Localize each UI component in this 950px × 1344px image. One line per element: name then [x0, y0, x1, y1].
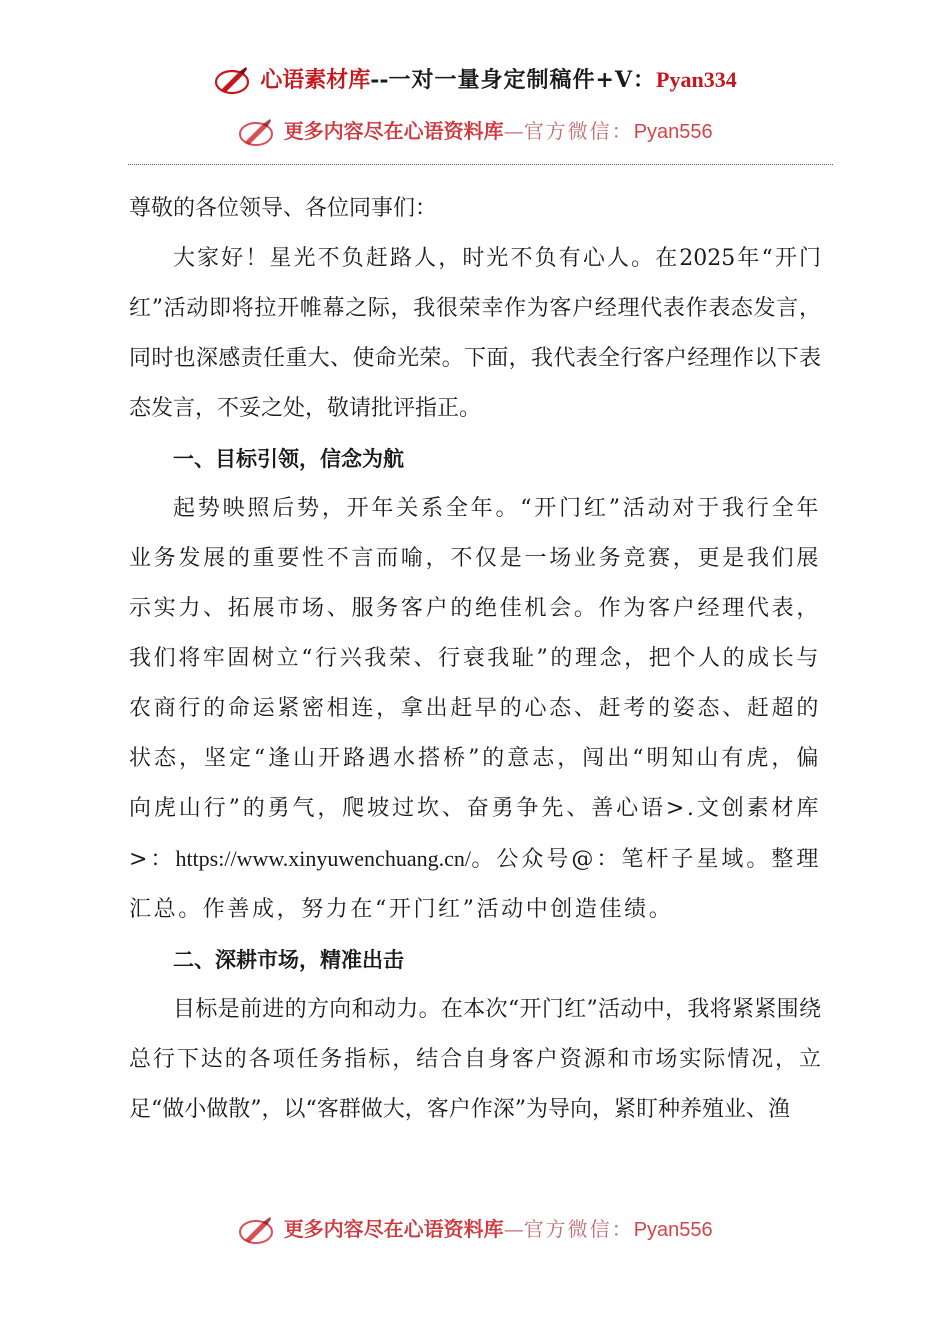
header-wechat-id: Pyan334 — [656, 67, 737, 92]
website-link[interactable]: https://www.xinyuwenchuang.cn/ — [175, 846, 471, 871]
pen-logo-icon — [237, 118, 275, 148]
brand-name: 心语素材库 — [260, 67, 371, 93]
header-dash: -- — [370, 67, 389, 93]
pen-logo-icon — [213, 66, 251, 96]
promo-text: 更多内容尽在心语资料库 — [283, 119, 504, 143]
header-slogan: 一对一量身定制稿件+V： — [388, 67, 657, 93]
promo-separator: — — [503, 1217, 524, 1241]
promo-banner-top — [0, 114, 950, 149]
pen-logo-icon — [237, 1216, 275, 1246]
salutation: 尊敬的各位领导、各位同事们： — [129, 196, 438, 221]
section-2-paragraph: 目标是前进的方向和动力。在本次“开门红”活动中，我将紧紧围绕总行下达的各项任务指标，结合自身客户资源和市场实际情况，立足“做小做散”，以“客群做大，客户作深”为导向，紧盯种养殖业、渔 — [129, 997, 821, 1122]
promo-wechat-label: 官方微信： — [523, 119, 634, 143]
promo-banner-bottom — [0, 1212, 950, 1247]
intro-paragraph: 大家好！星光不负赶路人，时光不负有心人。在2025年“开门红”活动即将拉开帷幕之际，我很荣幸作为客户经理代表作表态发言，同时也深感责任重大、使命光荣。下面，我代表全行客户经理作以下表态发言，不妥之处，敬请批评指正。 — [129, 246, 821, 421]
promo-wechat-id: Pyan556 — [633, 121, 713, 143]
promo-text: 更多内容尽在心语资料库 — [283, 1217, 504, 1241]
section-1-paragraph — [129, 484, 821, 935]
section-1-text-b: 。公众号@：笔杆子星域。整理汇总。作善成，努力在“开门红”活动中创造佳绩。 — [129, 847, 821, 922]
header-divider — [128, 164, 833, 165]
header-banner — [0, 62, 950, 99]
section-heading-2: 二、深耕市场，精准出击 — [173, 948, 404, 972]
document-body — [129, 184, 821, 1135]
promo-wechat-id: Pyan556 — [633, 1219, 713, 1241]
promo-wechat-label: 官方微信： — [523, 1217, 634, 1241]
section-heading-1: 一、目标引领，信念为航 — [173, 447, 404, 471]
promo-separator: — — [503, 119, 524, 143]
section-1-text-a: 起势映照后势，开年关系全年。“开门红”活动对于我行全年业务发展的重要性不言而喻，不仅是一场业务竞赛，更是我们展示实力、拓展市场、服务客户的绝佳机会。作为客户经理代表，我们将牢固树立“行兴我荣、行衰我耻”的理念，把个人的成长与农商行的命运紧密相连，拿出赶早的心态、赶考的姿态、赶超的状态，坚定“逢山开路遇水搭桥”的意志，闯出“明知山有虎，偏向虎山行”的勇气，爬坡过坎、奋勇争先、善心语>.文创素材库>： — [129, 496, 821, 872]
